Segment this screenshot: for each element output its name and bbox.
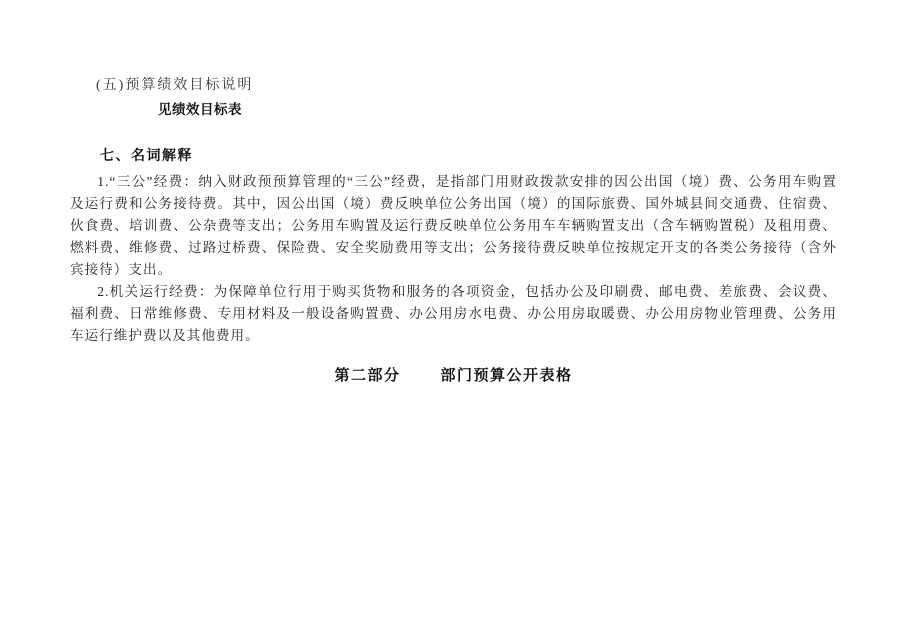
- paragraph-sangong-funds: 1.“三公”经费：纳入财政预预算管理的“三公”经费，是指部门用财政拨款安排的因公出国（境）费、公务用车购置及运行费和公务接待费。其中，因公出国（境）费反映单位公务出国（境）的国际旅费、国外城县间交通费、住宿费、伙食费、培训费、公杂费等支出；公务用车购置及运行费反映单位公务用车车辆购置支出（含车辆购置税）及租用费、燃料费、维修费、过路过桥费、保险费、安全奖励费用等支出；公务接待费反映单位按规定开支的各类公务接待（含外宾接待）支出。: [70, 174, 837, 277]
- performance-target-note: 见绩效目标表: [158, 102, 242, 117]
- section-5-title: (五)预算绩效目标说明: [96, 78, 254, 93]
- part-2-label: 第二部分: [334, 367, 401, 384]
- part-2-title: 部门预算公开表格: [440, 367, 573, 384]
- part-2-heading: [70, 367, 837, 384]
- paragraph-agency-operating-funds: 2.机关运行经费：为保障单位行用于购买货物和服务的各项资金，包括办公及印刷费、邮电费、差旅费、会议费、福利费、日常维修费、专用材料及一般设备购置费、办公用房水电费、办公用房取暖费、办公用房物业管理费、公务用车运行维护费以及其他费用。: [70, 284, 837, 343]
- section-7-heading: 七、名词解释: [100, 147, 193, 163]
